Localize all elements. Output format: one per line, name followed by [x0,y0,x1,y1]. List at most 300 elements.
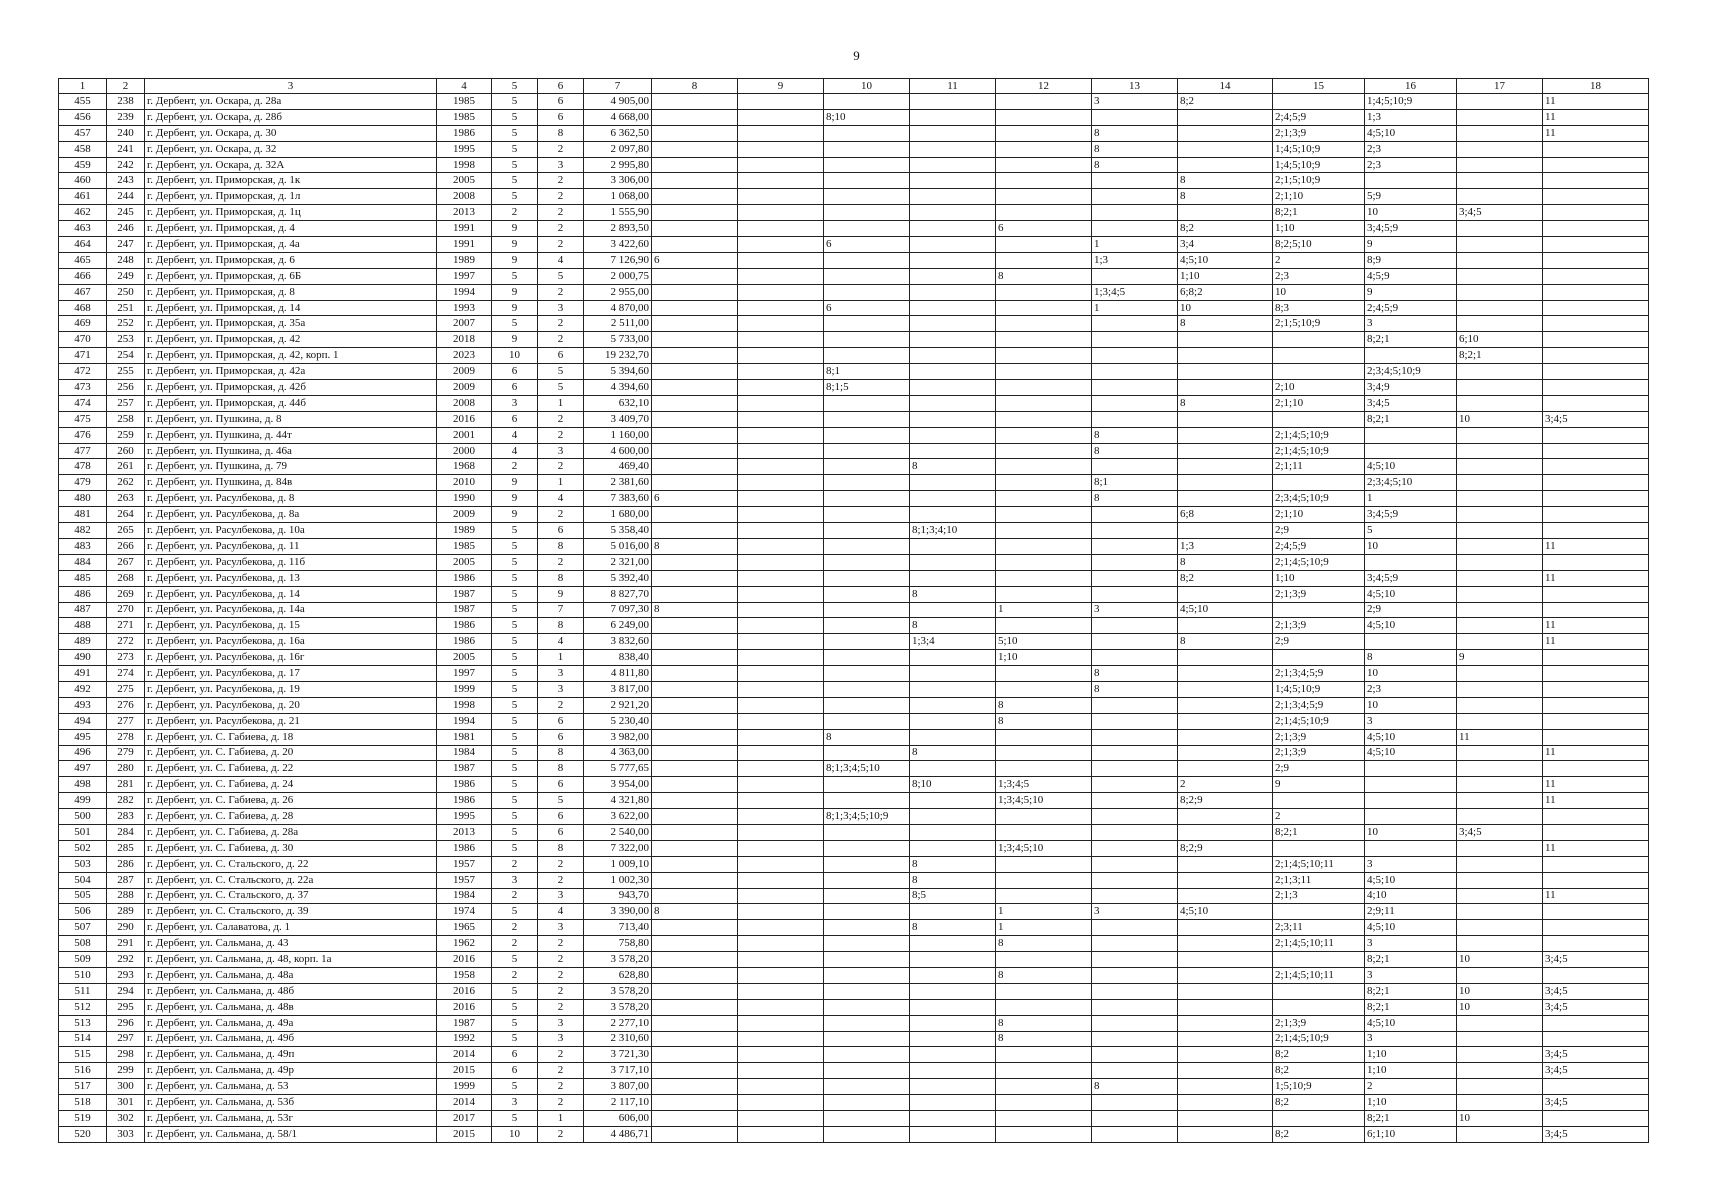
code-col-9-cell [738,157,824,173]
code-col-10-cell [824,920,910,936]
address-cell: г. Дербент, ул. Приморская, д. 42б [145,380,437,396]
entrances-cell: 5 [538,364,584,380]
row-number-cell: 467 [59,284,107,300]
code-col-17-cell [1457,793,1543,809]
floors-cell: 9 [492,252,538,268]
area-cell: 5 230,40 [584,713,652,729]
code-col-11-cell [910,109,996,125]
row-number-cell: 479 [59,475,107,491]
code-col-16-cell: 2;3;4;5;10;9 [1365,364,1457,380]
code-col-16-cell: 3;4;5 [1365,395,1457,411]
code-col-10-cell [824,395,910,411]
code-col-11-cell [910,840,996,856]
code-col-18-cell [1543,348,1649,364]
item-number-cell: 282 [107,793,145,809]
code-col-18-cell [1543,332,1649,348]
address-cell: г. Дербент, ул. Приморская, д. 4а [145,237,437,253]
code-col-9-cell [738,348,824,364]
code-col-12-cell: 8 [996,268,1092,284]
code-col-15-cell [1273,840,1365,856]
code-col-14-cell [1178,729,1273,745]
code-col-8-cell [652,300,738,316]
code-col-18-cell: 11 [1543,634,1649,650]
row-number-cell: 455 [59,94,107,110]
code-col-9-cell [738,554,824,570]
code-col-18-cell: 3;4;5 [1543,1047,1649,1063]
code-col-11-cell [910,983,996,999]
row-number-cell: 470 [59,332,107,348]
row-number-cell: 509 [59,952,107,968]
table-row [59,507,1649,523]
code-col-15-cell: 9 [1273,777,1365,793]
table-row [59,395,1649,411]
code-col-11-cell [910,999,996,1015]
table-row [59,411,1649,427]
row-number-cell: 498 [59,777,107,793]
code-col-9-cell [738,1047,824,1063]
entrances-cell: 1 [538,650,584,666]
code-col-15-cell: 2;1;4;5;10;9 [1273,443,1365,459]
year-built-cell: 2016 [437,952,492,968]
floors-cell: 5 [492,793,538,809]
floors-cell: 6 [492,411,538,427]
code-col-12-cell [996,729,1092,745]
area-cell: 8 827,70 [584,586,652,602]
code-col-15-cell: 8;2 [1273,1126,1365,1142]
address-cell: г. Дербент, ул. Расулбекова, д. 13 [145,570,437,586]
table-row [59,650,1649,666]
table-row [59,761,1649,777]
row-number-cell: 504 [59,872,107,888]
code-col-18-cell: 3;4;5 [1543,1063,1649,1079]
row-number-cell: 464 [59,237,107,253]
code-col-16-cell: 2;9;11 [1365,904,1457,920]
code-col-9-cell [738,268,824,284]
code-col-12-cell: 1 [996,904,1092,920]
code-col-15-cell: 2;1;4;5;10;9 [1273,554,1365,570]
area-cell: 4 870,00 [584,300,652,316]
code-col-10-cell [824,1095,910,1111]
code-col-8-cell [652,459,738,475]
floors-cell: 6 [492,364,538,380]
address-cell: г. Дербент, ул. Приморская, д. 6 [145,252,437,268]
code-col-15-cell: 1;5;10;9 [1273,1079,1365,1095]
code-col-11-cell [910,666,996,682]
code-col-8-cell [652,761,738,777]
code-col-9-cell [738,109,824,125]
code-col-10-cell [824,1063,910,1079]
code-col-9-cell [738,364,824,380]
row-number-cell: 514 [59,1031,107,1047]
code-col-11-cell: 8 [910,745,996,761]
floors-cell: 5 [492,157,538,173]
code-col-12-cell: 6 [996,221,1092,237]
code-col-17-cell [1457,681,1543,697]
code-col-12-cell [996,252,1092,268]
code-col-8-cell [652,554,738,570]
year-built-cell: 1989 [437,523,492,539]
code-col-9-cell [738,411,824,427]
code-col-17-cell [1457,364,1543,380]
table-row [59,554,1649,570]
table-row [59,618,1649,634]
code-col-15-cell: 2;1;4;5;10;9 [1273,713,1365,729]
code-col-10-cell [824,173,910,189]
code-col-13-cell [1092,967,1178,983]
table-row [59,1126,1649,1142]
code-col-10-cell: 8;1 [824,364,910,380]
code-col-8-cell [652,380,738,396]
year-built-cell: 1985 [437,109,492,125]
area-cell: 4 600,00 [584,443,652,459]
code-col-12-cell [996,109,1092,125]
row-number-cell: 461 [59,189,107,205]
column-header-3: 3 [145,79,437,94]
item-number-cell: 293 [107,967,145,983]
code-col-10-cell [824,1047,910,1063]
address-cell: г. Дербент, ул. Сальмана, д. 49а [145,1015,437,1031]
code-col-8-cell: 6 [652,252,738,268]
code-col-16-cell: 10 [1365,205,1457,221]
address-cell: г. Дербент, ул. Оскара, д. 32 [145,141,437,157]
code-col-14-cell: 6;8;2 [1178,284,1273,300]
code-col-12-cell [996,125,1092,141]
area-cell: 3 717,10 [584,1063,652,1079]
code-col-18-cell [1543,491,1649,507]
code-col-12-cell [996,1047,1092,1063]
table-row [59,348,1649,364]
code-col-16-cell: 4;5;10 [1365,618,1457,634]
code-col-17-cell: 10 [1457,952,1543,968]
code-col-13-cell [1092,1047,1178,1063]
code-col-14-cell [1178,586,1273,602]
row-number-cell: 482 [59,523,107,539]
year-built-cell: 2001 [437,427,492,443]
table-row [59,904,1649,920]
table-row [59,173,1649,189]
code-col-14-cell: 8 [1178,316,1273,332]
code-col-11-cell [910,507,996,523]
floors-cell: 5 [492,666,538,682]
code-col-10-cell [824,1111,910,1127]
floors-cell: 5 [492,141,538,157]
entrances-cell: 8 [538,125,584,141]
item-number-cell: 296 [107,1015,145,1031]
row-number-cell: 457 [59,125,107,141]
floors-cell: 5 [492,554,538,570]
code-col-13-cell [1092,411,1178,427]
code-col-11-cell [910,761,996,777]
code-col-11-cell [910,538,996,554]
code-col-17-cell [1457,459,1543,475]
code-col-14-cell [1178,809,1273,825]
code-col-14-cell [1178,936,1273,952]
code-col-8-cell [652,713,738,729]
area-cell: 2 310,60 [584,1031,652,1047]
code-col-18-cell [1543,364,1649,380]
area-cell: 7 097,30 [584,602,652,618]
entrances-cell: 1 [538,1111,584,1127]
code-col-15-cell: 2;3;11 [1273,920,1365,936]
code-col-15-cell: 1;10 [1273,221,1365,237]
area-cell: 2 277,10 [584,1015,652,1031]
code-col-16-cell [1365,427,1457,443]
code-col-12-cell: 1;3;4;5 [996,777,1092,793]
table-row [59,666,1649,682]
year-built-cell: 1985 [437,94,492,110]
code-col-16-cell: 1;4;5;10;9 [1365,94,1457,110]
area-cell: 3 622,00 [584,809,652,825]
code-col-10-cell [824,586,910,602]
code-col-9-cell [738,650,824,666]
code-col-14-cell [1178,713,1273,729]
code-col-18-cell [1543,252,1649,268]
code-col-16-cell: 4;5;10 [1365,1015,1457,1031]
code-col-14-cell [1178,920,1273,936]
code-col-11-cell [910,157,996,173]
address-cell: г. Дербент, ул. С. Габиева, д. 26 [145,793,437,809]
code-col-8-cell [652,697,738,713]
area-cell: 2 321,00 [584,554,652,570]
year-built-cell: 1997 [437,666,492,682]
table-row [59,491,1649,507]
year-built-cell: 1968 [437,459,492,475]
code-col-12-cell: 8 [996,936,1092,952]
code-col-12-cell [996,586,1092,602]
code-col-14-cell [1178,1111,1273,1127]
floors-cell: 3 [492,1095,538,1111]
code-col-18-cell: 11 [1543,538,1649,554]
code-col-12-cell [996,554,1092,570]
address-cell: г. Дербент, ул. С. Габиева, д. 18 [145,729,437,745]
code-col-9-cell [738,1063,824,1079]
area-cell: 4 905,00 [584,94,652,110]
code-col-12-cell [996,523,1092,539]
code-col-18-cell: 3;4;5 [1543,999,1649,1015]
code-col-9-cell [738,94,824,110]
code-col-8-cell [652,570,738,586]
table-row [59,268,1649,284]
registry-rows [59,94,1649,1143]
table-row [59,872,1649,888]
code-col-8-cell [652,364,738,380]
address-cell: г. Дербент, ул. Сальмана, д. 48а [145,967,437,983]
year-built-cell: 1986 [437,777,492,793]
code-col-14-cell [1178,999,1273,1015]
code-col-12-cell: 1 [996,602,1092,618]
code-col-15-cell [1273,793,1365,809]
code-col-13-cell: 8 [1092,491,1178,507]
code-col-9-cell [738,840,824,856]
area-cell: 3 390,00 [584,904,652,920]
code-col-12-cell [996,157,1092,173]
code-col-17-cell [1457,300,1543,316]
code-col-8-cell [652,284,738,300]
code-col-14-cell [1178,952,1273,968]
code-col-12-cell [996,888,1092,904]
code-col-10-cell [824,999,910,1015]
row-number-cell: 519 [59,1111,107,1127]
code-col-14-cell: 4;5;10 [1178,252,1273,268]
code-col-14-cell [1178,618,1273,634]
code-col-17-cell [1457,920,1543,936]
code-col-9-cell [738,237,824,253]
item-number-cell: 241 [107,141,145,157]
address-cell: г. Дербент, ул. Сальмана, д. 53 [145,1079,437,1095]
entrances-cell: 2 [538,189,584,205]
code-col-11-cell [910,554,996,570]
code-col-13-cell: 8 [1092,125,1178,141]
area-cell: 5 016,00 [584,538,652,554]
area-cell: 606,00 [584,1111,652,1127]
code-col-17-cell [1457,507,1543,523]
code-col-8-cell [652,157,738,173]
code-col-14-cell [1178,380,1273,396]
code-col-9-cell [738,602,824,618]
code-col-14-cell: 2 [1178,777,1273,793]
area-cell: 3 578,20 [584,952,652,968]
code-col-16-cell [1365,554,1457,570]
code-col-14-cell [1178,666,1273,682]
code-col-18-cell [1543,475,1649,491]
code-col-9-cell [738,824,824,840]
row-number-cell: 477 [59,443,107,459]
code-col-15-cell: 2;3;4;5;10;9 [1273,491,1365,507]
code-col-13-cell [1092,729,1178,745]
code-col-13-cell: 1;3 [1092,252,1178,268]
address-cell: г. Дербент, ул. Расулбекова, д. 14а [145,602,437,618]
address-cell: г. Дербент, ул. С. Габиева, д. 24 [145,777,437,793]
code-col-13-cell [1092,999,1178,1015]
table-row [59,316,1649,332]
code-col-15-cell [1273,94,1365,110]
row-number-cell: 499 [59,793,107,809]
code-col-10-cell: 8;1;3;4;5;10;9 [824,809,910,825]
code-col-13-cell [1092,538,1178,554]
code-col-10-cell [824,634,910,650]
item-number-cell: 250 [107,284,145,300]
code-col-14-cell [1178,332,1273,348]
entrances-cell: 2 [538,507,584,523]
year-built-cell: 2016 [437,411,492,427]
year-built-cell: 1974 [437,904,492,920]
area-cell: 3 578,20 [584,999,652,1015]
code-col-10-cell [824,650,910,666]
address-cell: г. Дербент, ул. Оскара, д. 28а [145,94,437,110]
item-number-cell: 295 [107,999,145,1015]
code-col-11-cell [910,697,996,713]
code-col-11-cell [910,904,996,920]
code-col-13-cell [1092,936,1178,952]
table-row [59,983,1649,999]
code-col-9-cell [738,967,824,983]
code-col-18-cell [1543,380,1649,396]
address-cell: г. Дербент, ул. Сальмана, д. 53г [145,1111,437,1127]
address-cell: г. Дербент, ул. Сальмана, д. 48б [145,983,437,999]
code-col-13-cell [1092,793,1178,809]
code-col-14-cell [1178,475,1273,491]
item-number-cell: 286 [107,856,145,872]
code-col-16-cell: 3;4;5;9 [1365,507,1457,523]
code-col-16-cell: 8;2;1 [1365,983,1457,999]
address-cell: г. Дербент, ул. С. Стальского, д. 39 [145,904,437,920]
row-number-cell: 496 [59,745,107,761]
table-row [59,840,1649,856]
code-col-8-cell: 6 [652,491,738,507]
code-col-16-cell: 4;5;10 [1365,745,1457,761]
year-built-cell: 1987 [437,586,492,602]
code-col-9-cell [738,634,824,650]
table-row [59,952,1649,968]
floors-cell: 5 [492,809,538,825]
year-built-cell: 1965 [437,920,492,936]
code-col-9-cell [738,141,824,157]
code-col-13-cell [1092,554,1178,570]
code-col-11-cell [910,395,996,411]
code-col-10-cell [824,459,910,475]
code-col-8-cell [652,936,738,952]
address-cell: г. Дербент, ул. Расулбекова, д. 8 [145,491,437,507]
code-col-14-cell: 8;2;9 [1178,793,1273,809]
table-row [59,380,1649,396]
code-col-8-cell [652,205,738,221]
entrances-cell: 3 [538,443,584,459]
address-cell: г. Дербент, ул. Сальмана, д. 58/1 [145,1126,437,1142]
code-col-9-cell [738,300,824,316]
entrances-cell: 8 [538,745,584,761]
code-col-16-cell: 4;5;10 [1365,459,1457,475]
floors-cell: 5 [492,109,538,125]
code-col-13-cell [1092,1031,1178,1047]
code-col-13-cell [1092,348,1178,364]
code-col-10-cell: 6 [824,300,910,316]
year-built-cell: 1984 [437,888,492,904]
code-col-10-cell [824,840,910,856]
code-col-16-cell: 2;4;5;9 [1365,300,1457,316]
address-cell: г. Дербент, ул. Приморская, д. 42 [145,332,437,348]
table-row [59,284,1649,300]
code-col-16-cell [1365,809,1457,825]
code-col-13-cell: 8 [1092,427,1178,443]
area-cell: 5 394,60 [584,364,652,380]
code-col-9-cell [738,618,824,634]
code-col-15-cell: 1;10 [1273,570,1365,586]
code-col-15-cell: 8;3 [1273,300,1365,316]
column-header-16: 16 [1365,79,1457,94]
code-col-13-cell: 1;3;4;5 [1092,284,1178,300]
code-col-8-cell [652,777,738,793]
table-row [59,999,1649,1015]
area-cell: 4 394,60 [584,380,652,396]
code-col-8-cell [652,475,738,491]
code-col-8-cell [652,586,738,602]
code-col-18-cell [1543,205,1649,221]
code-col-10-cell [824,681,910,697]
code-col-9-cell [738,999,824,1015]
floors-cell: 9 [492,332,538,348]
year-built-cell: 2008 [437,395,492,411]
code-col-15-cell: 10 [1273,284,1365,300]
code-col-13-cell [1092,332,1178,348]
table-row [59,697,1649,713]
code-col-12-cell: 5;10 [996,634,1092,650]
code-col-10-cell: 8;1;5 [824,380,910,396]
code-col-9-cell [738,761,824,777]
item-number-cell: 284 [107,824,145,840]
code-col-18-cell: 3;4;5 [1543,983,1649,999]
code-col-10-cell [824,189,910,205]
area-cell: 3 306,00 [584,173,652,189]
